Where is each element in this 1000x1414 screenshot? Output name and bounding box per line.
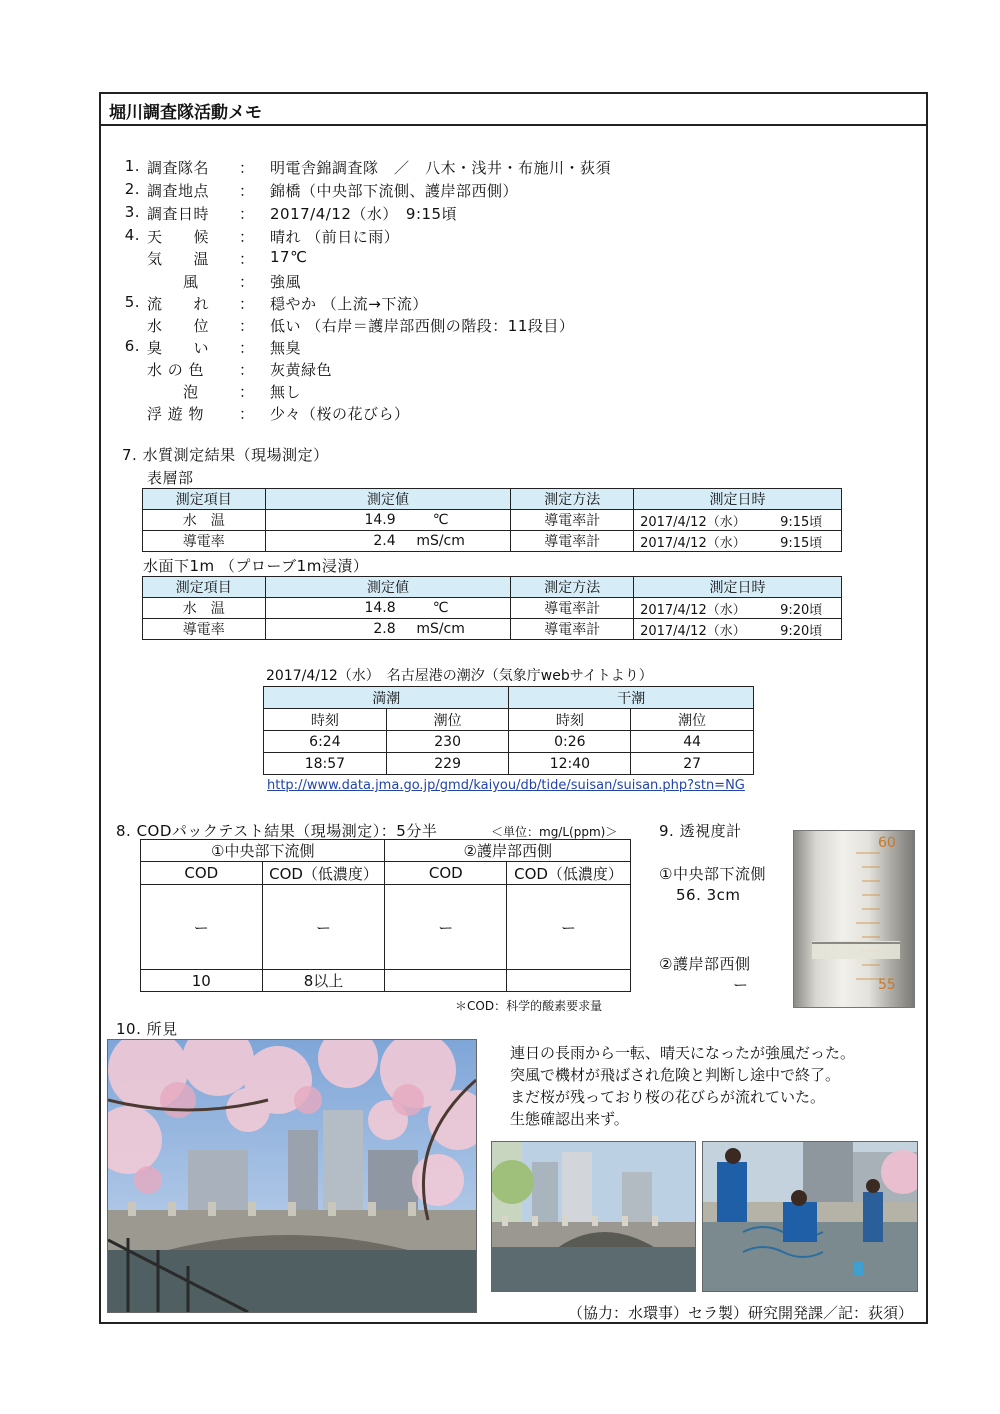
header-item: 測定項目 <box>143 577 266 598</box>
info-colon: ： <box>239 317 255 335</box>
cherry-blossom-bridge-photo <box>107 1039 477 1313</box>
cell-cod-low: 8以上 <box>262 970 385 992</box>
transparency-tube-photo <box>793 830 915 1008</box>
cod-table <box>140 839 631 992</box>
tide-source-link[interactable]: http://www.data.jma.go.jp/gmd/kaiyou/db/tide/suisan/suisan.php?stn=NG <box>267 778 745 793</box>
info-number: 4. <box>124 226 140 244</box>
cell-cod-low: ー <box>507 885 631 970</box>
bridge-river-photo <box>491 1141 696 1292</box>
col-cod-low: COD（低濃度） <box>507 862 631 885</box>
info-label: 天 候 <box>147 228 210 246</box>
survey-team-photo <box>702 1141 918 1292</box>
table-row <box>141 885 631 970</box>
cell-method: 導電率計 <box>511 510 634 531</box>
cell-cod: ー <box>141 885 263 970</box>
info-label: 流 れ <box>147 295 210 313</box>
info-number: 3. <box>124 203 140 221</box>
cell-cod <box>385 970 507 992</box>
cell-item: 導電率 <box>143 531 266 552</box>
info-label: 水 の 色 <box>147 361 205 379</box>
table-row <box>143 531 842 552</box>
info-value: 灰黄緑色 <box>270 361 333 379</box>
header-method: 測定方法 <box>511 577 634 598</box>
info-line <box>115 381 302 401</box>
surface-table <box>142 488 842 552</box>
info-value: 無臭 <box>270 339 302 357</box>
table-row <box>143 510 842 531</box>
info-value: 穏やか （上流→下流） <box>270 295 428 313</box>
cell-item: 水 温 <box>143 510 266 531</box>
info-line <box>115 271 302 291</box>
info-colon: ： <box>239 383 255 401</box>
cell-high-time: 18:57 <box>264 753 387 775</box>
info-line <box>115 315 575 335</box>
cod-heading: 8. CODパックテスト結果（現場測定）：5分半 <box>116 822 438 840</box>
header-datetime: 測定日時 <box>634 577 842 598</box>
cell-cod-low: ー <box>262 885 385 970</box>
cell-cod: 10 <box>141 970 263 992</box>
page-title: 堀川調査隊活動メモ <box>109 103 262 123</box>
info-number: 2. <box>124 180 140 198</box>
group-west-bank: ②護岸部西側 <box>385 840 631 862</box>
col-level: 潮位 <box>631 709 754 731</box>
cell-datetime: 2017/4/12（水） 9:15頃 <box>634 510 842 531</box>
table-row <box>143 619 842 640</box>
info-value: 晴れ （前日に雨） <box>270 228 400 246</box>
info-line <box>115 180 519 200</box>
info-line <box>115 226 400 246</box>
cell-low-level: 44 <box>631 731 754 753</box>
cell-item: 導電率 <box>143 619 266 640</box>
col-time: 時刻 <box>509 709 631 731</box>
info-colon: ： <box>239 295 255 313</box>
info-value: 強風 <box>270 273 302 291</box>
header-method: 測定方法 <box>511 489 634 510</box>
tube-scale <box>794 831 914 1007</box>
cell-item: 水 温 <box>143 598 266 619</box>
info-line <box>115 403 410 423</box>
header-datetime: 測定日時 <box>634 489 842 510</box>
depth-label: 水面下1m （プローブ1m浸漬） <box>143 557 369 575</box>
low-tide-header: 干潮 <box>509 687 754 709</box>
info-label: 臭 い <box>147 339 210 357</box>
info-line <box>115 293 428 313</box>
findings-line: まだ桜が残っており桜の花びらが流れていた。 <box>510 1088 826 1106</box>
info-value: 少々（桜の花びら） <box>270 405 410 423</box>
info-colon: ： <box>239 339 255 357</box>
cell-cod-low <box>507 970 631 992</box>
info-label: 気 温 <box>147 250 210 268</box>
transparency-value1: 56. 3cm <box>676 886 741 904</box>
info-line <box>115 157 612 177</box>
table-row <box>264 731 754 753</box>
cell-high-level: 230 <box>386 731 509 753</box>
cell-high-level: 229 <box>386 753 509 775</box>
cell-value: 2.4 mS/cm <box>265 531 511 552</box>
info-label: 水 位 <box>147 317 210 335</box>
findings-line: 突風で機材が飛ばされ危険と判断し途中で終了。 <box>510 1066 841 1084</box>
col-time: 時刻 <box>264 709 387 731</box>
footer-credit: （協力：水環事）セラ製）研究開発課／記：荻須） <box>568 1304 914 1322</box>
transparency-site2: ②護岸部西側 <box>659 955 751 973</box>
header-item: 測定項目 <box>143 489 266 510</box>
col-cod-low: COD（低濃度） <box>262 862 385 885</box>
info-label: 泡 <box>183 383 199 401</box>
info-colon: ： <box>239 159 255 177</box>
col-level: 潮位 <box>386 709 509 731</box>
info-colon: ： <box>239 250 255 268</box>
info-colon: ： <box>239 205 255 223</box>
info-line <box>115 337 302 357</box>
info-value: 2017/4/12（水） 9:15頃 <box>270 205 458 223</box>
tide-table <box>263 686 754 775</box>
cell-low-level: 27 <box>631 753 754 775</box>
info-line <box>115 248 308 268</box>
cell-value: 14.8 ℃ <box>265 598 511 619</box>
info-value: 錦橋（中央部下流側、護岸部西側） <box>270 182 519 200</box>
info-label: 浮 遊 物 <box>147 405 205 423</box>
cell-method: 導電率計 <box>511 598 634 619</box>
table-row <box>264 753 754 775</box>
title-bar <box>101 94 926 126</box>
scale-bottom-label: 55 <box>878 977 896 993</box>
cell-low-time: 12:40 <box>509 753 631 775</box>
header-value: 測定値 <box>265 577 511 598</box>
info-value: 明電舎錦調査隊 ／ 八木・浅井・布施川・荻須 <box>270 159 612 177</box>
transparency-heading: 9. 透視度計 <box>659 822 742 840</box>
surface-label: 表層部 <box>147 469 194 487</box>
col-cod: COD <box>385 862 507 885</box>
info-label: 調査日時 <box>147 205 210 223</box>
table-row <box>143 598 842 619</box>
info-label: 風 <box>183 273 199 291</box>
scale-top-label: 60 <box>878 835 896 851</box>
cell-value: 14.9 ℃ <box>265 510 511 531</box>
table-row <box>141 970 631 992</box>
cell-value: 2.8 mS/cm <box>265 619 511 640</box>
cell-datetime: 2017/4/12（水） 9:20頃 <box>634 598 842 619</box>
cod-unit: ＜単位：mg/L(ppm)＞ <box>491 825 618 839</box>
info-line <box>115 203 458 223</box>
cod-note: ＊COD：科学的酸素要求量 <box>455 999 603 1013</box>
cell-cod: ー <box>385 885 507 970</box>
cell-method: 導電率計 <box>511 531 634 552</box>
info-number: 1. <box>124 157 140 175</box>
depth-table <box>142 576 842 640</box>
transparency-value2: ー <box>733 976 749 994</box>
info-number: 6. <box>124 337 140 355</box>
group-center-downstream: ①中央部下流側 <box>141 840 385 862</box>
info-number: 5. <box>124 293 140 311</box>
header-value: 測定値 <box>265 489 511 510</box>
col-cod: COD <box>141 862 263 885</box>
water-quality-heading: 7. 水質測定結果（現場測定） <box>122 446 329 464</box>
high-tide-header: 満潮 <box>264 687 509 709</box>
info-label: 調査地点 <box>147 182 210 200</box>
info-colon: ： <box>239 182 255 200</box>
info-value: 低い （右岸＝護岸部西側の階段：11段目） <box>270 317 575 335</box>
info-label: 調査隊名 <box>147 159 210 177</box>
info-colon: ： <box>239 273 255 291</box>
findings-line: 生態確認出来ず。 <box>510 1110 629 1128</box>
findings-heading: 10. 所見 <box>116 1020 178 1038</box>
info-line <box>115 359 333 379</box>
info-colon: ： <box>239 228 255 246</box>
cell-low-time: 0:26 <box>509 731 631 753</box>
info-colon: ： <box>239 405 255 423</box>
transparency-site1: ①中央部下流側 <box>659 865 766 883</box>
cell-datetime: 2017/4/12（水） 9:15頃 <box>634 531 842 552</box>
info-colon: ： <box>239 361 255 379</box>
tide-title: 2017/4/12（水） 名古屋港の潮汐（気象庁webサイトより） <box>266 668 653 684</box>
cell-method: 導電率計 <box>511 619 634 640</box>
info-value: 無し <box>270 383 302 401</box>
findings-line: 連日の長雨から一転、晴天になったが強風だった。 <box>510 1044 856 1062</box>
info-value: 17℃ <box>270 248 308 266</box>
cell-high-time: 6:24 <box>264 731 387 753</box>
cell-datetime: 2017/4/12（水） 9:20頃 <box>634 619 842 640</box>
